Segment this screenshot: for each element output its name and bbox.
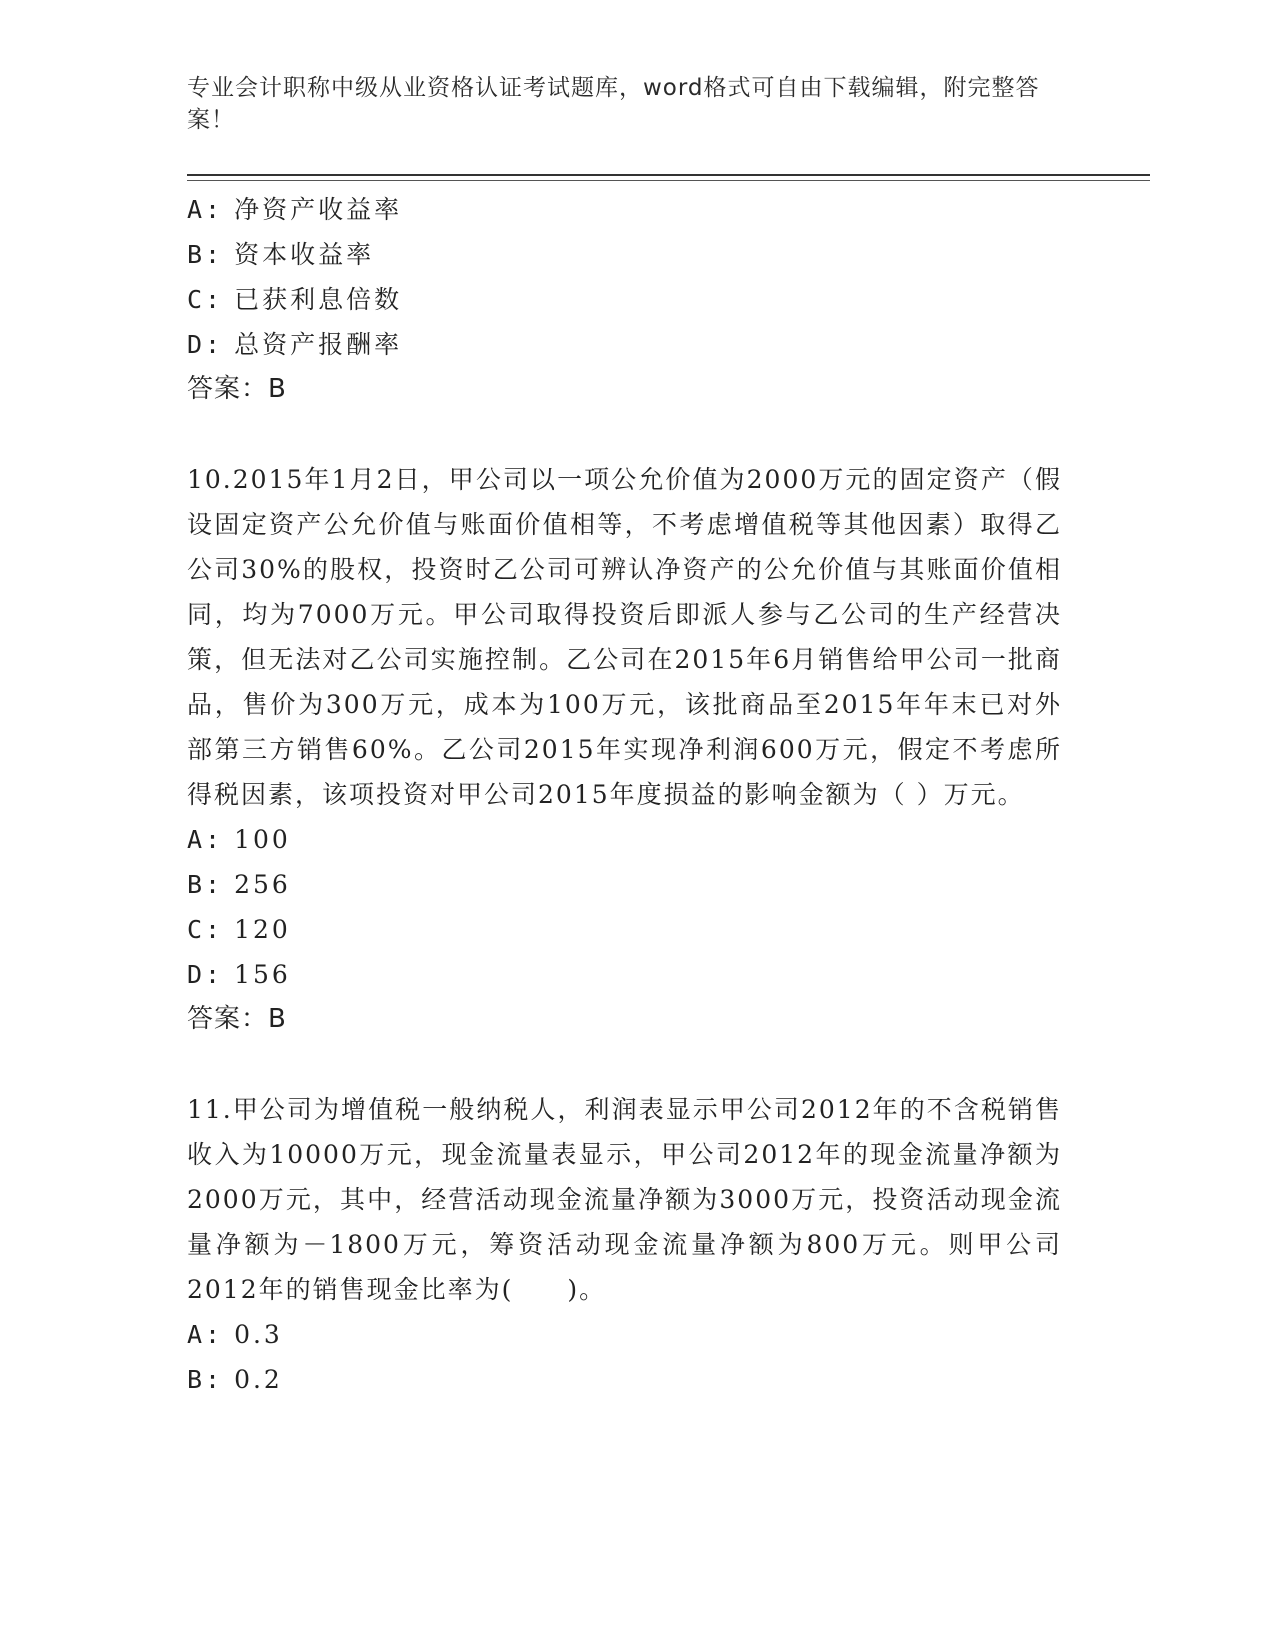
option-c: C: 120 [187,915,291,944]
option-a: A: 净资产收益率 [187,195,403,224]
header-divider-thin [187,180,1150,181]
question-10-answer: 答案：B [187,1004,287,1034]
option-a: A: 100 [187,825,291,854]
option-b: B: 256 [187,870,291,899]
option-b: B: 0.2 [187,1365,283,1394]
question-9-options [187,187,1087,367]
question-10-options [187,817,1087,997]
question-9-answer: 答案：B [187,374,287,404]
header-divider-thick [187,174,1150,176]
question-content [187,187,1087,1402]
option-c: C: 已获利息倍数 [187,285,403,314]
document-header: 专业会计职称中级从业资格认证考试题库，word格式可自由下载编辑，附完整答案！ [187,75,1040,133]
option-d: D: 总资产报酬率 [187,330,403,359]
question-10-text: 10.2015年1月2日，甲公司以一项公允价值为2000万元的固定资产（假设固定资产公允价值与账面价值相等，不考虑增值税等其他因素）取得乙公司30%的股权，投资时乙公司可辨认净资产的公允价值与其账面价值相同，均为7000万元。甲公司取得投资后即派人参与乙公司的生产经营决策，但无法对乙公司实施控制。乙公司在2015年6月销售给甲公司一批商品，售价为300万元，成本为100万元，该批商品至2015年年末已对外部第三方销售60%。乙公司2015年实现净利润600万元，假定不考虑所得税因素，该项投资对甲公司2015年度损益的影响金额为（ ）万元。 [187,465,1062,809]
question-11-text: 11.甲公司为增值税一般纳税人，利润表显示甲公司2012年的不含税销售收入为10000万元，现金流量表显示，甲公司2012年的现金流量净额为2000万元，其中，经营活动现金流量净额为3000万元，投资活动现金流量净额为－1800万元，筹资活动现金流量净额为800万元。则甲公司2012年的销售现金比率为( )。 [187,1095,1062,1304]
option-d: D: 156 [187,960,291,989]
option-b: B: 资本收益率 [187,240,375,269]
question-11-options [187,1312,1087,1402]
option-a: A: 0.3 [187,1320,283,1349]
